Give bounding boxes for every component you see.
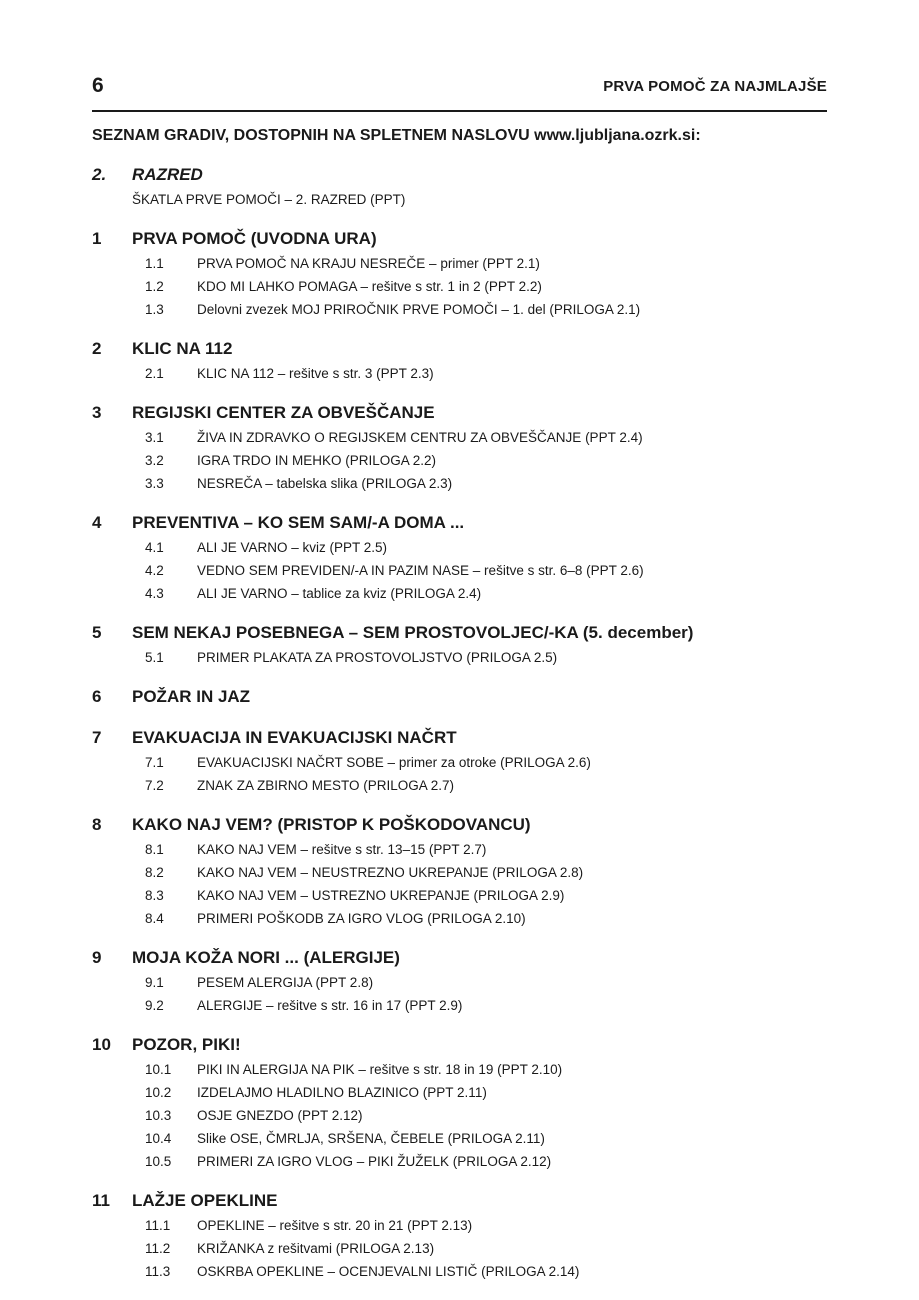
section-4 [92,510,832,605]
list-item [92,536,832,559]
section-heading [92,226,832,252]
section-title: KAKO NAJ VEM? (PRISTOP K POŠKODOVANCU) [132,815,531,834]
item-text: KRIŽANKA z rešitvami (PRILOGA 2.13) [197,1241,435,1256]
section-title: EVAKUACIJA IN EVAKUACIJSKI NAČRT [132,728,457,747]
section-heading [92,945,832,971]
item-text: NESREČA – tabelska slika (PRILOGA 2.3) [197,476,453,491]
item-number: 5.1 [145,650,164,665]
item-number: 3.2 [145,453,164,468]
list-item [92,1260,832,1283]
section-9 [92,945,832,1017]
section-heading [92,400,832,426]
list-item [92,472,832,495]
item-number: 1.1 [145,256,164,271]
section-number: 2 [92,339,102,358]
list-item [92,646,832,669]
running-title: PRVA POMOČ ZA NAJMLAJŠE [603,78,827,95]
list-item [92,751,832,774]
section-heading [92,684,832,710]
section-number: 9 [92,948,102,967]
section-2 [92,336,832,385]
section-11 [92,1188,832,1283]
list-item [92,1150,832,1173]
page-header [92,70,827,112]
item-text: KDO MI LAHKO POMAGA – rešitve s str. 1 in 2 (PPT 2.2) [197,279,542,294]
item-text: IGRA TRDO IN MEHKO (PRILOGA 2.2) [197,453,437,468]
section-number: 4 [92,513,102,532]
section-8 [92,812,832,930]
list-item [92,559,832,582]
section-title: POŽAR IN JAZ [132,687,251,706]
item-number: 1.3 [145,302,164,317]
section-heading [92,812,832,838]
section-number: 8 [92,815,102,834]
item-number: 10.3 [145,1108,172,1123]
grade-number: 2. [92,165,107,184]
item-number: 11.1 [145,1218,171,1233]
item-number: 3.1 [145,430,164,445]
list-item [92,582,832,605]
item-number: 2.1 [145,366,164,381]
list-item [92,426,832,449]
section-1 [92,226,832,321]
page-number: 6 [92,74,104,97]
item-number: 10.4 [145,1131,172,1146]
list-item [92,1081,832,1104]
section-number: 10 [92,1035,111,1054]
item-text: OSKRBA OPEKLINE – OCENJEVALNI LISTIČ (PRILOGA 2.14) [197,1264,580,1279]
section-heading [92,620,832,646]
item-number: 9.1 [145,975,164,990]
section-title: MOJA KOŽA NORI ... (ALERGIJE) [132,948,400,967]
item-text: KLIC NA 112 – rešitve s str. 3 (PPT 2.3) [197,366,434,381]
item-number: 4.2 [145,563,164,578]
section-number: 3 [92,403,102,422]
list-heading: SEZNAM GRADIV, DOSTOPNIH NA SPLETNEM NASLOVU www.ljubljana.ozrk.si: [92,127,701,144]
section-title: PREVENTIVA – KO SEM SAM/-A DOMA ... [132,513,465,532]
item-text: PRIMER PLAKATA ZA PROSTOVOLJSTVO (PRILOGA 2.5) [197,650,558,665]
section-title: PRVA POMOČ (UVODNA URA) [132,229,377,248]
section-heading [92,510,832,536]
item-number: 4.3 [145,586,164,601]
section-5 [92,620,832,669]
section-number: 5 [92,623,102,642]
list-item [92,275,832,298]
item-number: 11.3 [145,1264,171,1279]
list-item [92,362,832,385]
item-number: 7.1 [145,755,164,770]
list-item [92,994,832,1017]
item-text: KAKO NAJ VEM – USTREZNO UKREPANJE (PRILOGA 2.9) [197,888,565,903]
section-title: LAŽJE OPEKLINE [132,1191,278,1210]
item-text: PESEM ALERGIJA (PPT 2.8) [197,975,374,990]
item-text: ŽIVA IN ZDRAVKO O REGIJSKEM CENTRU ZA OBVEŠČANJE (PPT 2.4) [197,430,643,445]
list-item [92,1237,832,1260]
item-number: 10.1 [145,1062,172,1077]
item-text: Slike OSE, ČMRLJA, SRŠENA, ČEBELE (PRILOGA 2.11) [197,1131,545,1146]
item-text: ALI JE VARNO – tablice za kviz (PRILOGA 2.4) [197,586,482,601]
list-item [92,298,832,321]
item-number: 1.2 [145,279,164,294]
item-number: 10.2 [145,1085,172,1100]
item-text: PRVA POMOČ NA KRAJU NESREČE – primer (PPT 2.1) [197,256,540,271]
item-text: KAKO NAJ VEM – rešitve s str. 13–15 (PPT 2.7) [197,842,487,857]
grade-title: RAZRED [132,165,203,184]
item-text: ALI JE VARNO – kviz (PPT 2.5) [197,540,388,555]
section-7 [92,725,832,797]
item-text: Delovni zvezek MOJ PRIROČNIK PRVE POMOČI – 1. del (PRILOGA 2.1) [197,302,641,317]
section-number: 1 [92,229,102,248]
section-number: 6 [92,687,102,706]
section-title: REGIJSKI CENTER ZA OBVEŠČANJE [132,403,435,422]
section-heading [92,725,832,751]
grade-item: ŠKATLA PRVE POMOČI – 2. RAZRED (PPT) [132,192,406,207]
item-text: EVAKUACIJSKI NAČRT SOBE – primer za otroke (PRILOGA 2.6) [197,755,591,770]
list-item [92,774,832,797]
list-item [92,1127,832,1150]
list-item [92,449,832,472]
list-item [92,252,832,275]
section-heading [92,1188,832,1214]
section-number: 7 [92,728,102,747]
grade-heading [92,162,832,188]
section-heading [92,336,832,362]
item-number: 8.1 [145,842,164,857]
grade-section [92,162,832,211]
list-item [92,884,832,907]
item-text: IZDELAJMO HLADILNO BLAZINICO (PPT 2.11) [197,1085,487,1100]
item-number: 11.2 [145,1241,171,1256]
item-number: 7.2 [145,778,164,793]
list-item [92,1104,832,1127]
item-text: KAKO NAJ VEM – NEUSTREZNO UKREPANJE (PRILOGA 2.8) [197,865,584,880]
item-number: 4.1 [145,540,164,555]
section-3 [92,400,832,495]
section-6 [92,684,832,710]
section-10 [92,1032,832,1173]
item-text: ZNAK ZA ZBIRNO MESTO (PRILOGA 2.7) [197,778,455,793]
item-number: 8.3 [145,888,164,903]
materials-list [92,162,832,1298]
item-text: VEDNO SEM PREVIDEN/-A IN PAZIM NASE – rešitve s str. 6–8 (PPT 2.6) [197,563,644,578]
item-number: 3.3 [145,476,164,491]
item-number: 10.5 [145,1154,172,1169]
list-item [92,1214,832,1237]
item-number: 8.4 [145,911,164,926]
list-item [92,1058,832,1081]
list-item [92,971,832,994]
item-text: ALERGIJE – rešitve s str. 16 in 17 (PPT 2.9) [197,998,463,1013]
item-text: PRIMERI POŠKODB ZA IGRO VLOG (PRILOGA 2.10) [197,911,526,926]
list-item [92,838,832,861]
section-title: KLIC NA 112 [132,339,233,358]
section-title: SEM NEKAJ POSEBNEGA – SEM PROSTOVOLJEC/-KA (5. december) [132,623,694,642]
section-title: POZOR, PIKI! [132,1035,241,1054]
item-text: OPEKLINE – rešitve s str. 20 in 21 (PPT 2.13) [197,1218,473,1233]
item-text: PIKI IN ALERGIJA NA PIK – rešitve s str. 18 in 19 (PPT 2.10) [197,1062,563,1077]
item-number: 9.2 [145,998,164,1013]
item-text: OSJE GNEZDO (PPT 2.12) [197,1108,363,1123]
item-text: PRIMERI ZA IGRO VLOG – PIKI ŽUŽELK (PRILOGA 2.12) [197,1154,552,1169]
list-item [92,861,832,884]
list-item [92,907,832,930]
item-number: 8.2 [145,865,164,880]
section-number: 11 [92,1191,110,1210]
section-heading [92,1032,832,1058]
